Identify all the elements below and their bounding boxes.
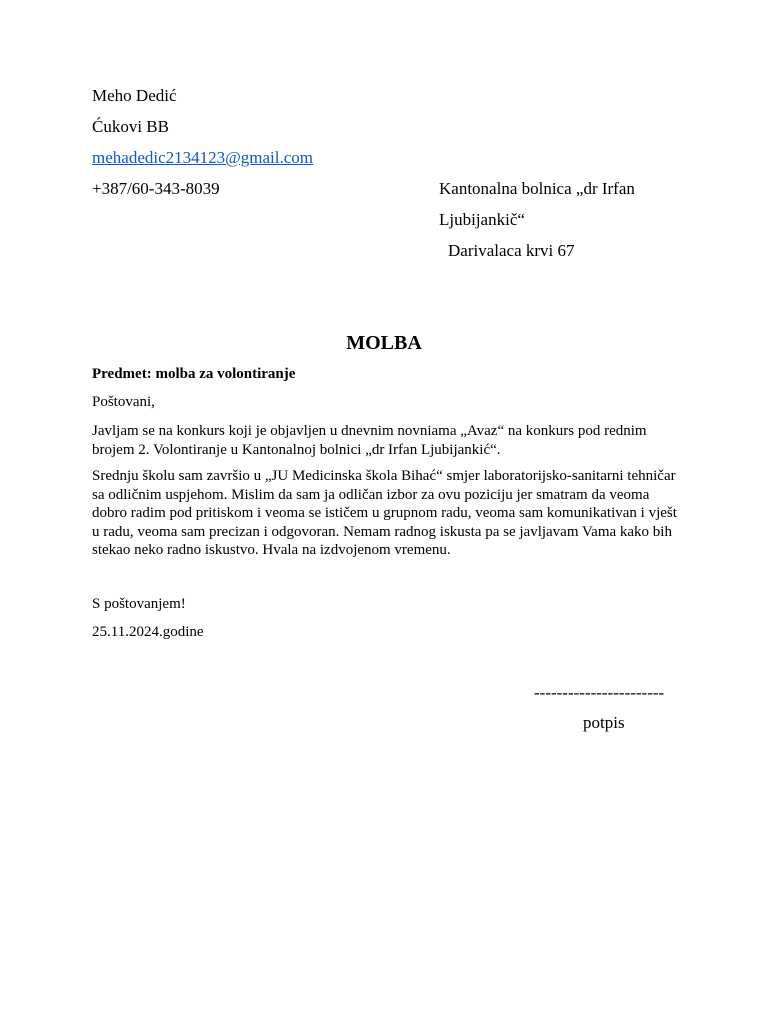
recipient-line-2: Ljubijankič“ (439, 210, 525, 229)
letter-greeting: Poštovani, (92, 394, 155, 410)
letter-paragraph-1: Javljam se na konkurs koji je objavljen u dnevnim novniama „Avaz“ na konkurs pod rednim brojem 2. Volontiranje u Kantonalnoj bolnici „dr Irfan Ljubijankić“. (92, 423, 647, 458)
sender-address: Ćukovi BB (92, 117, 169, 136)
letter-subject: Predmet: molba za volontiranje (92, 366, 296, 382)
sender-email-link[interactable]: mehadedic2134123@gmail.com (92, 148, 314, 167)
signature-label: potpis (583, 713, 625, 732)
letter-closing: S poštovanjem! (92, 596, 186, 612)
letter-title: MOLBA (346, 332, 422, 354)
signature-line: ----------------------- (534, 683, 665, 702)
recipient-line-1: Kantonalna bolnica „dr Irfan (439, 179, 635, 198)
letter-date: 25.11.2024.godine (92, 624, 204, 640)
sender-phone: +387/60-343-8039 (92, 179, 220, 198)
sender-name: Meho Dedić (92, 86, 177, 105)
recipient-line-3: Darivalaca krvi 67 (448, 241, 575, 260)
letter-paragraph-2: Srednju školu sam završio u „JU Medicinska škola Bihać“ smjer laboratorijsko-sanitarni tehničar sa odličnim uspjehom. Mislim da sam ja odličan izbor za ovu poziciju jer smatram da veoma dobro radim pod pritiskom i veoma se ističem u grupnom radu, veoma sam komunikativan i vješt u radu, veoma sam precizan i odgovoran. Nemam radnog iskusta pa se javljavam Vama kako bih stekao neko radno iskustvo. Hvala na izdvojenom vremenu. (92, 468, 677, 558)
